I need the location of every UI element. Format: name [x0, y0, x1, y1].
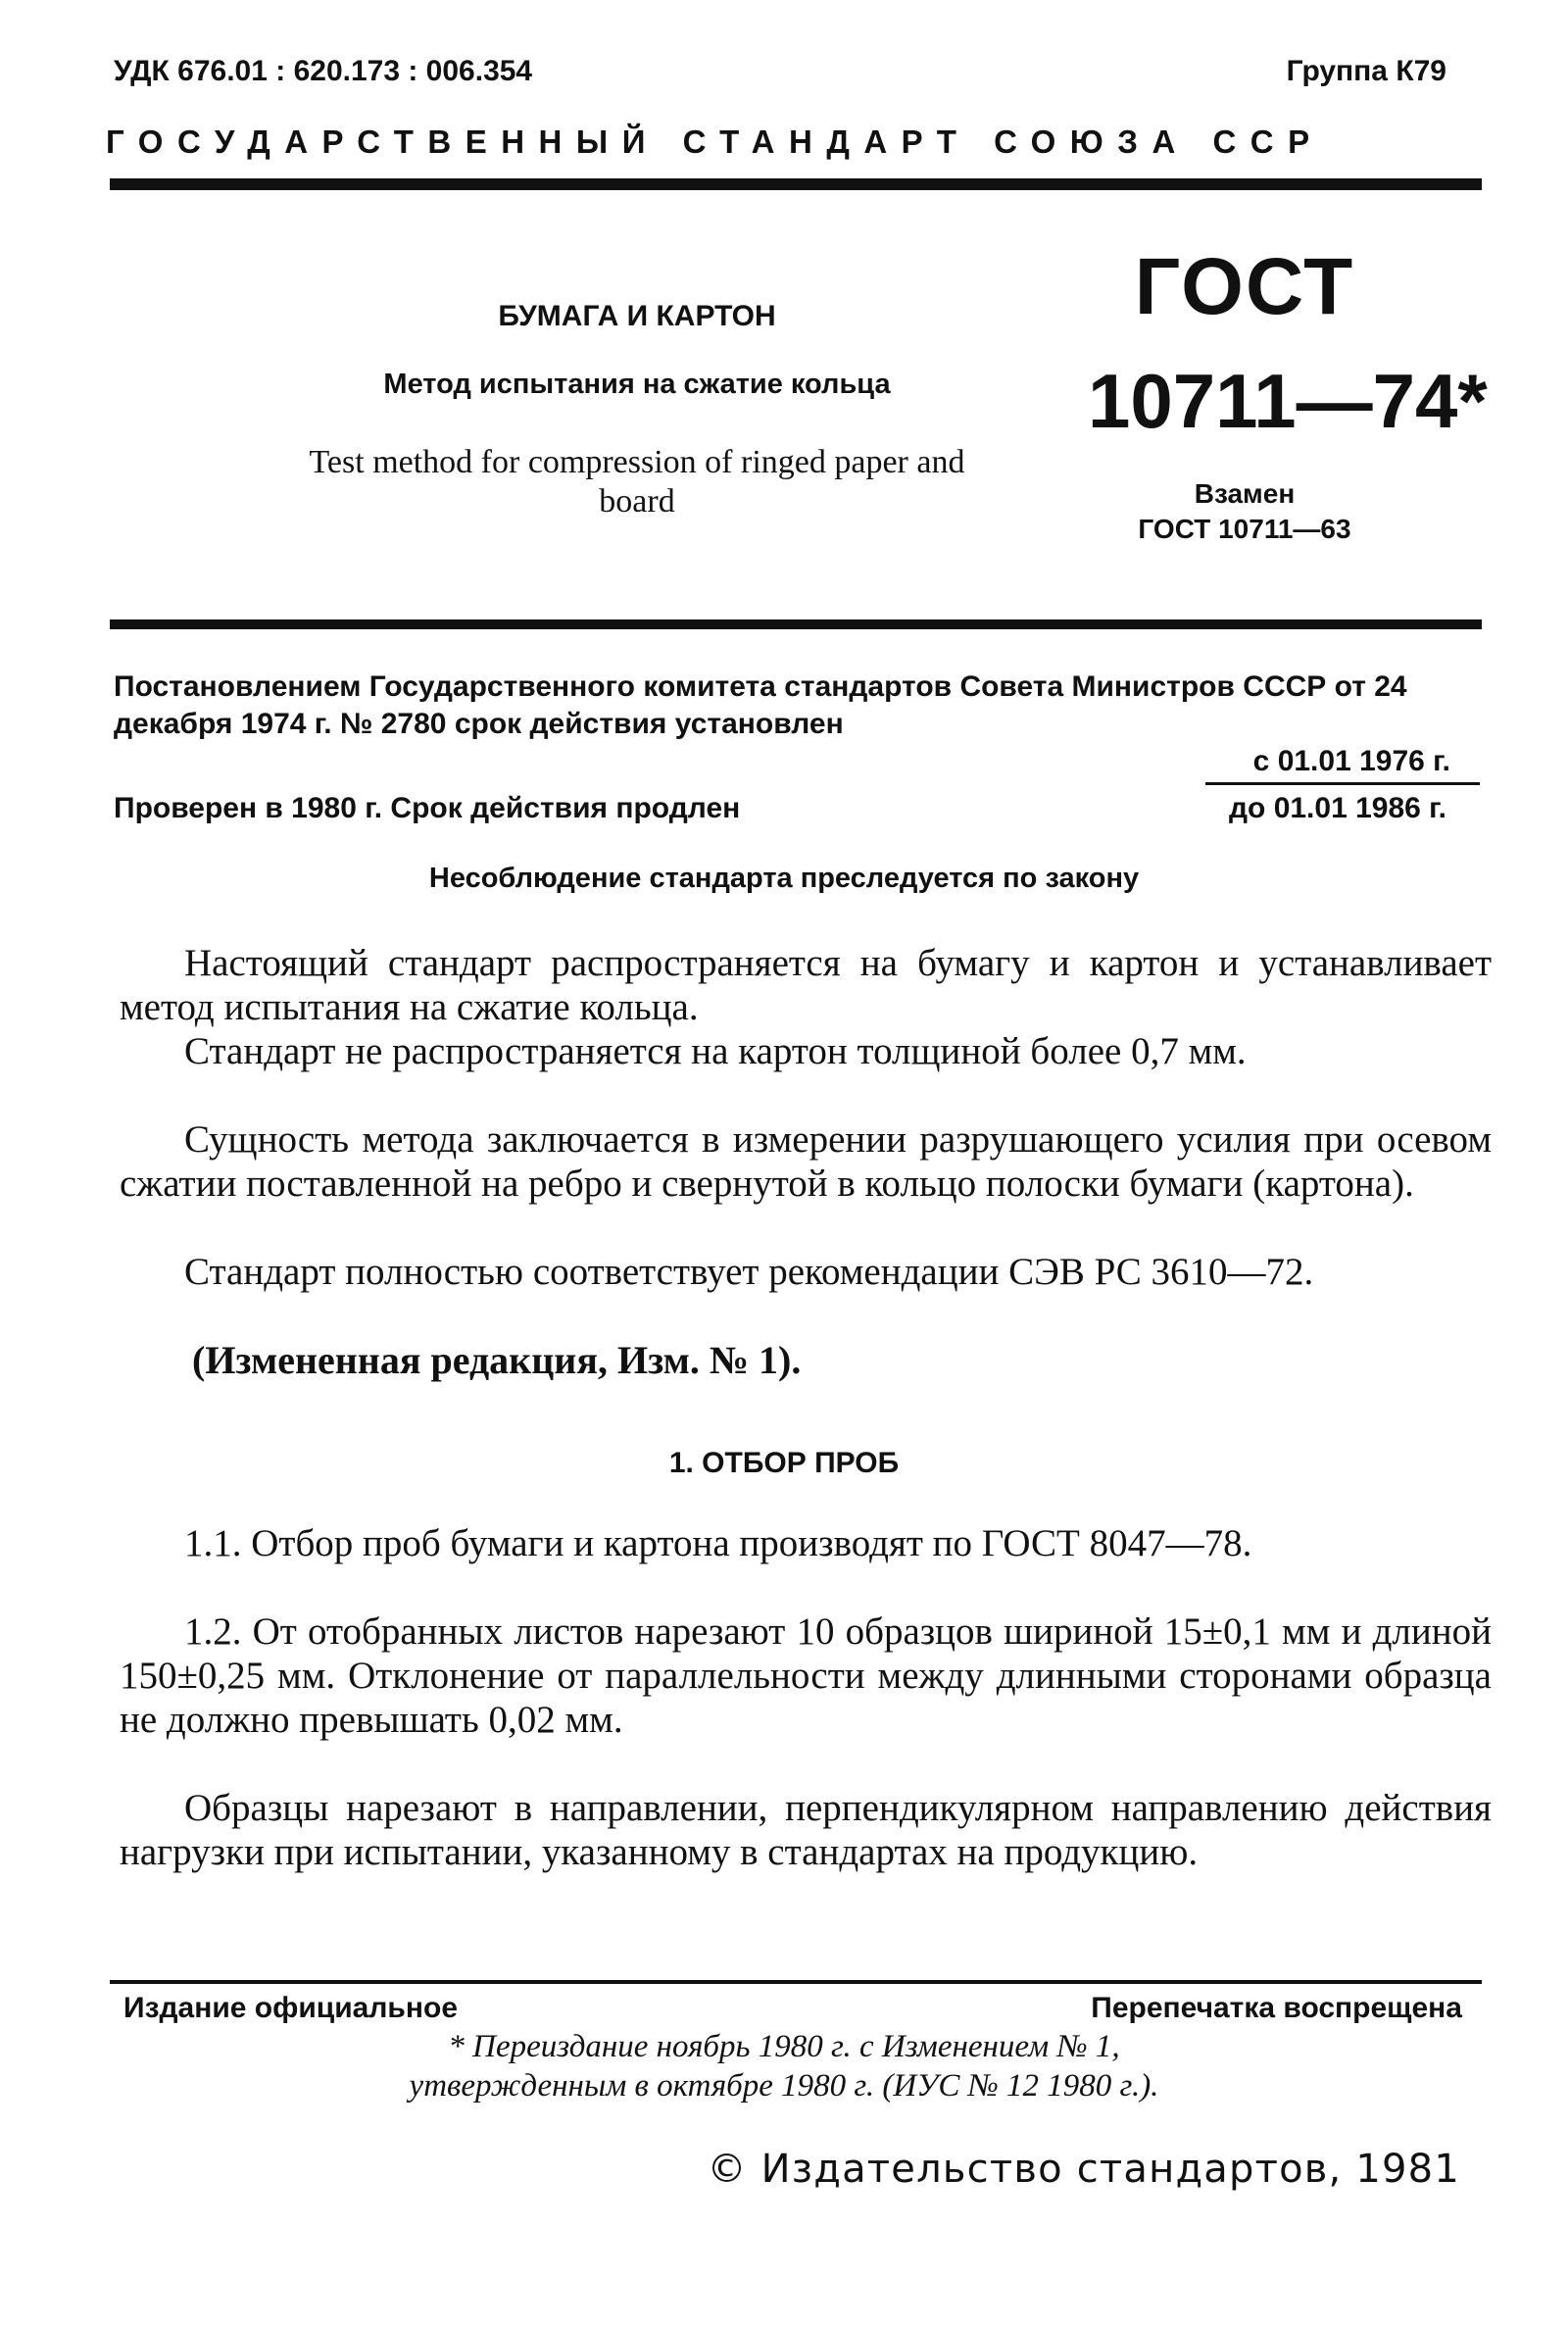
effective-date-to: до 01.01 1986 г.	[1228, 792, 1446, 824]
clause-1-2: 1.2. От отобранных листов нарезают 10 образцов шириной 15±0,1 мм и длиной 150±0,25 мм. Отклонение от параллельности между длинными сторонами образца не должно превышать 0,02 мм.	[120, 1610, 1492, 1741]
amendment-note: (Измененная редакция, Изм. № 1).	[192, 1338, 802, 1382]
reprint-note-line-2: утвержденным в октябре 1980 г. (ИУС № 12 1980 г.).	[409, 2068, 1159, 2104]
replaced-standard: ГОСТ 10711—63	[1138, 514, 1351, 544]
resolution-text: Постановлением Государственного комитета стандартов Совета Министров СССР от 24 декабря 1974 г. № 2780 срок действия установлен	[114, 670, 1407, 740]
official-edition: Издание официальное	[123, 1992, 459, 2024]
paragraph-exclusion: Стандарт не распространяется на картон толщиной более 0,7 мм.	[184, 1030, 1247, 1072]
footer-rule	[110, 1980, 1482, 1984]
gost-label: ГОСТ	[1134, 242, 1355, 331]
replaces-label: Взамен	[1194, 478, 1296, 509]
paragraph-essence: Сущность метода заключается в измерении разрушающего усилия при осевом сжатии поставленной на ребро и свернутой в кольцо полоски бумаги (картона).	[120, 1118, 1492, 1205]
section-title: 1. ОТБОР ПРОБ	[668, 1447, 900, 1479]
paragraph-compliance: Стандарт полностью соответствует рекомендации СЭВ РС 3610—72.	[184, 1251, 1314, 1293]
clause-1-1: 1.1. Отбор проб бумаги и картона производят по ГОСТ 8047—78.	[184, 1522, 1252, 1564]
method-title-en: Test method for compression of ringed paper and board	[309, 444, 965, 520]
review-note: Проверен в 1980 г. Срок действия продлен	[114, 792, 741, 824]
state-standard-heading: ГОСУДАРСТВЕННЫЙ СТАНДАРТ СОЮЗА ССР	[106, 124, 1324, 160]
reprint-prohibited: Перепечатка воспрещена	[1091, 1992, 1462, 2024]
group-code: Группа К79	[1286, 55, 1446, 87]
date-divider	[1205, 782, 1480, 785]
header-rule	[110, 178, 1482, 190]
gost-number: 10711—74*	[1088, 358, 1488, 444]
legal-notice: Несоблюдение стандарта преследуется по закону	[428, 863, 1140, 894]
publisher-copyright: © Издательство стандартов, 1981	[707, 2147, 1460, 2192]
method-title-ru: Метод испытания на сжатие кольца	[383, 369, 891, 400]
effective-date-from: с 01.01 1976 г.	[1252, 745, 1450, 777]
udk-code: УДК 676.01 : 620.173 : 006.354	[114, 55, 533, 87]
paragraph-scope: Настоящий стандарт распространяется на бумагу и картон и устанавливает метод испытания на сжатие кольца.	[120, 942, 1492, 1028]
document-title: БУМАГА И КАРТОН	[498, 300, 776, 332]
clause-1-2-continued: Образцы нарезают в направлении, перпендикулярном направлению действия нагрузки при испытании, указанному в стандартах на продукцию.	[120, 1787, 1492, 1873]
title-rule	[110, 619, 1482, 629]
reprint-note-line-1: * Переиздание ноябрь 1980 г. с Изменением № 1,	[448, 2029, 1120, 2064]
